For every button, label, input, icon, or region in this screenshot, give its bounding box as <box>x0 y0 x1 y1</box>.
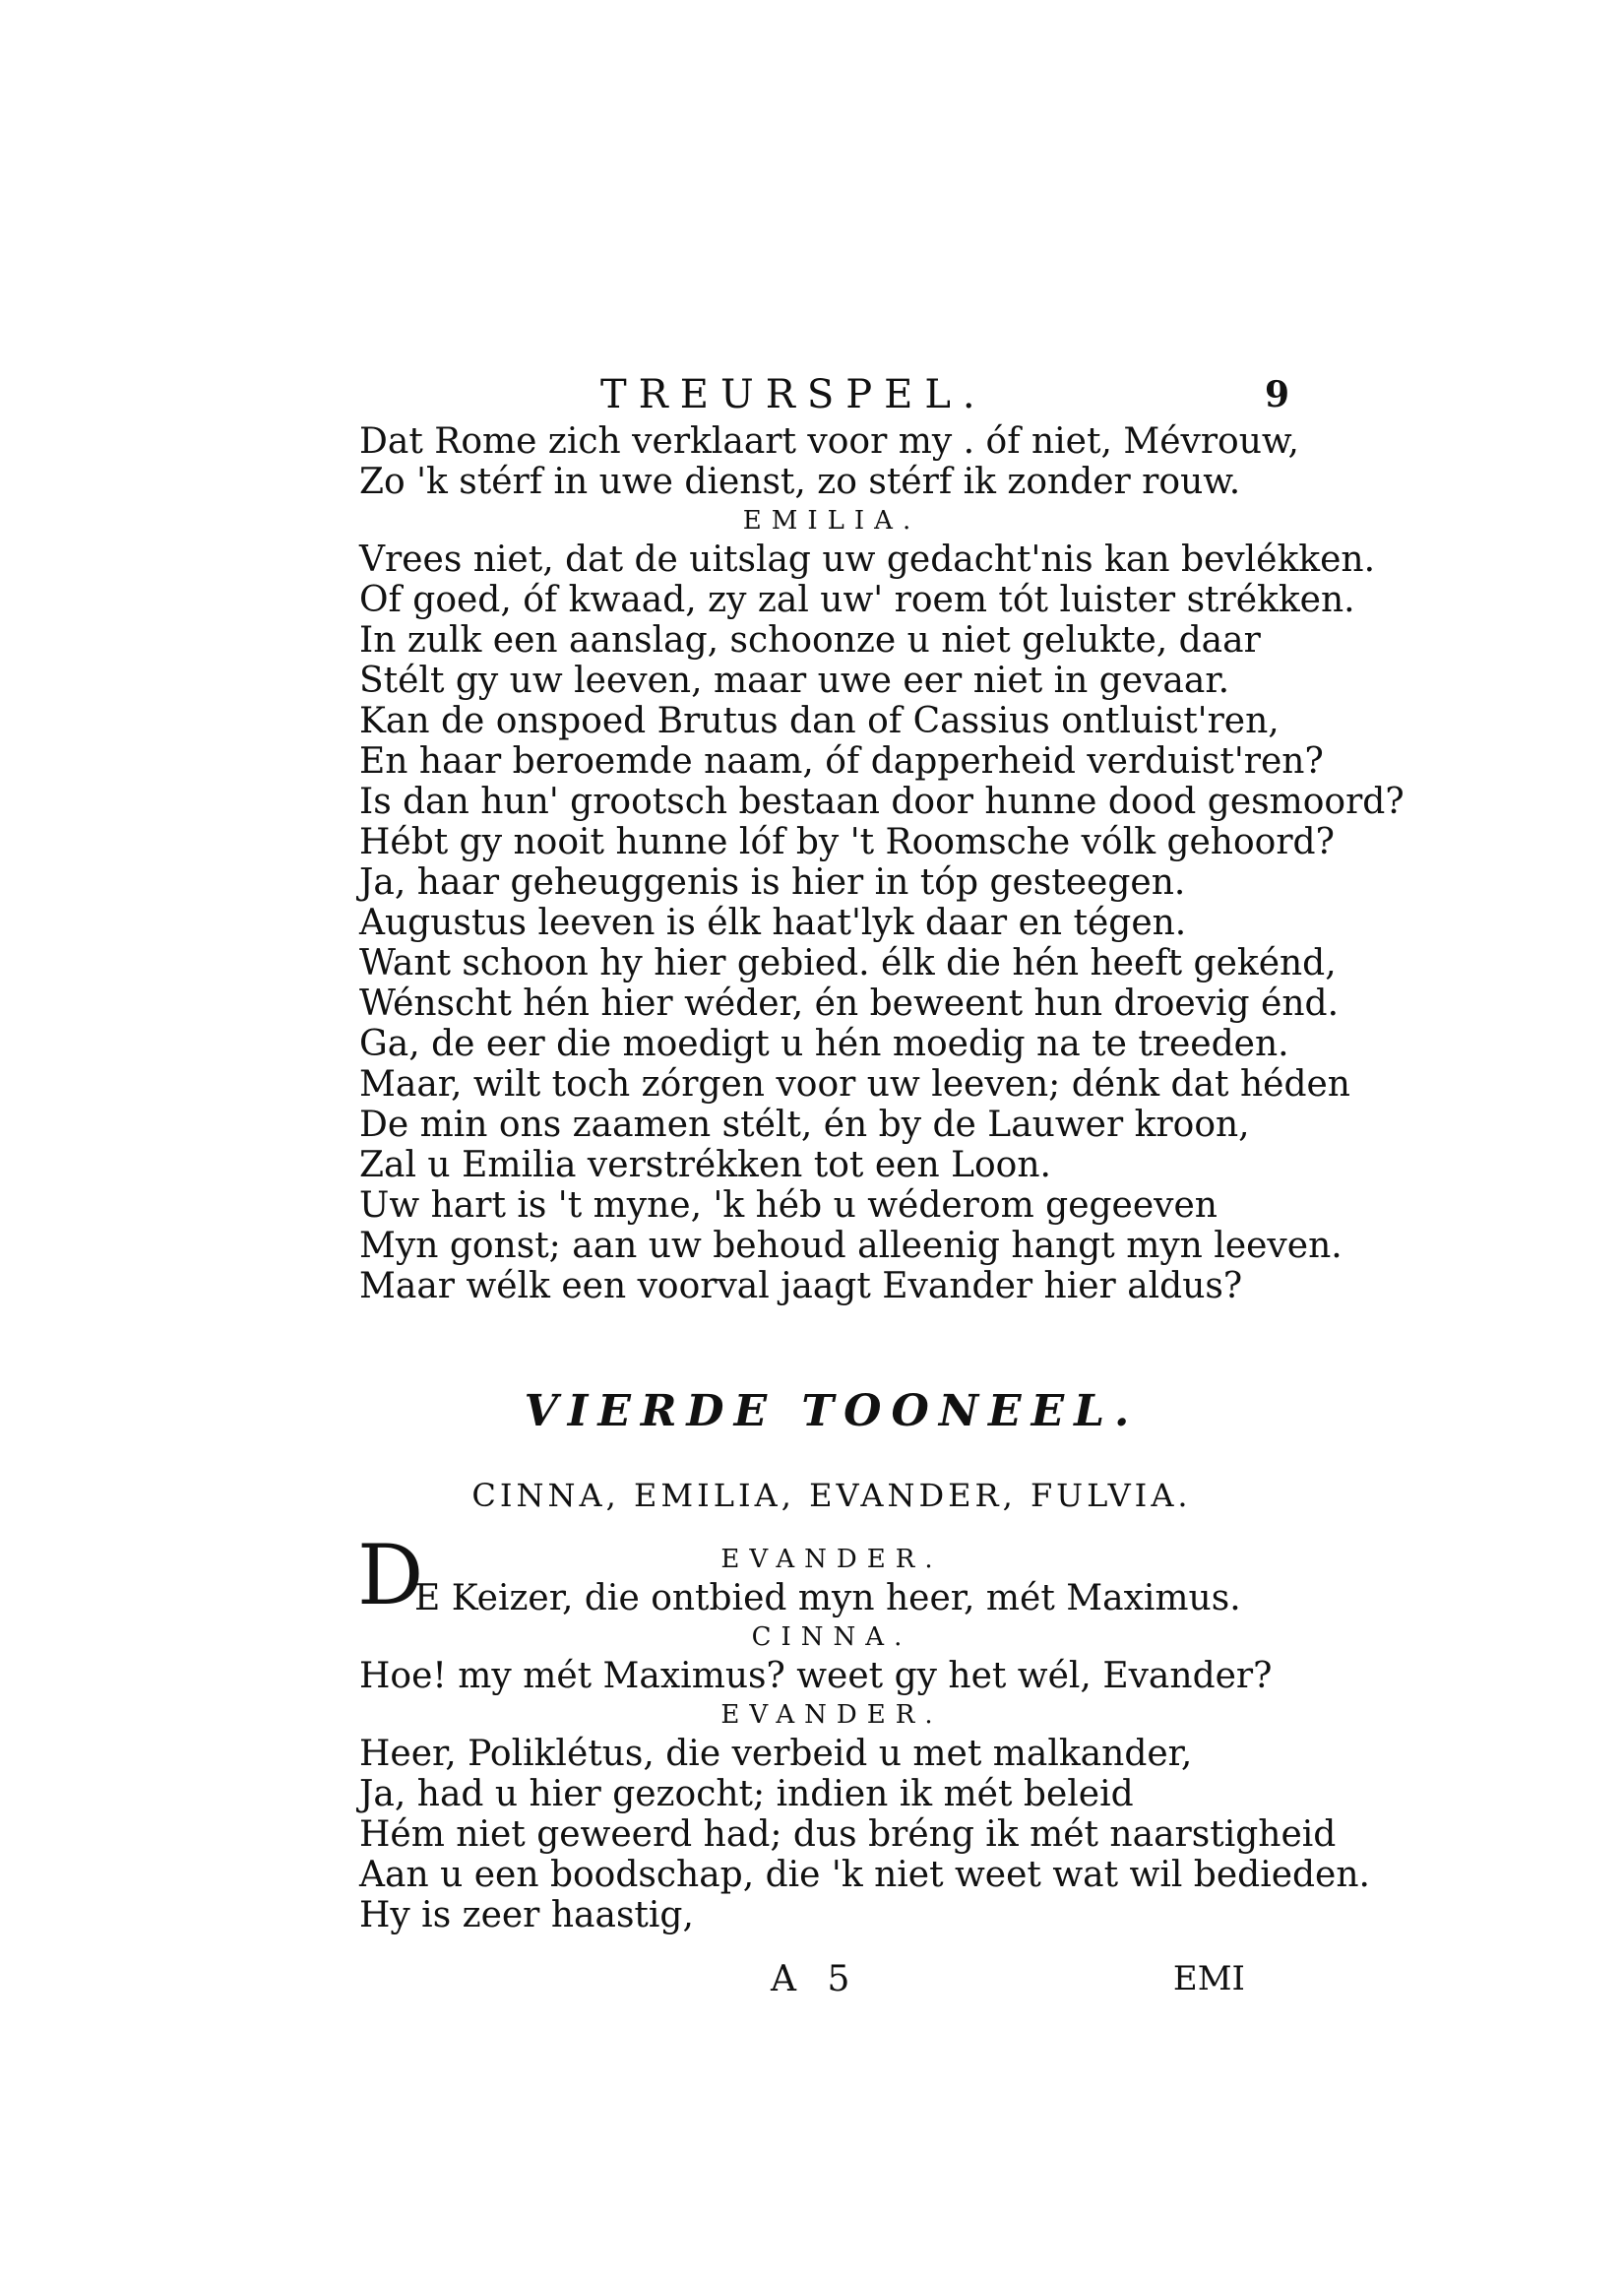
speaker-name: EVANDER. <box>720 1700 943 1730</box>
verse-line: Hébt gy nooit hunne lóf by 't Roomsche vólk gehoord? <box>359 822 1335 862</box>
speaker-name: EMILIA. <box>742 506 921 536</box>
speaker-name: EVANDER. <box>720 1545 943 1574</box>
running-title: TREURSPEL. <box>600 372 987 417</box>
verse-line: Maar wélk een voorval jaagt Evander hier aldus? <box>359 1266 1243 1306</box>
verse-line: De min ons zaamen stélt, én by de Lauwer kroon, <box>359 1105 1250 1145</box>
verse-line: Ga, de eer die moedigt u hén moedig na te treeden. <box>359 1024 1289 1064</box>
verse-line: Zal u Emilia verstrékken tot een Loon. <box>359 1145 1051 1185</box>
speaker-name: CINNA. <box>751 1622 912 1652</box>
scene-persons: CINNA, EMILIA, EVANDER, FULVIA. <box>471 1477 1192 1514</box>
verse-line: Uw hart is 't myne, 'k héb u wéderom gegeeven <box>359 1185 1218 1226</box>
verse-line: Ja, had u hier gezocht; indien ik mét beleid <box>359 1774 1134 1814</box>
verse-line: Zo 'k stérf in uwe dienst, zo stérf ik zonder rouw. <box>359 462 1241 502</box>
verse-line: Wénscht hén hier wéder, én beweent hun droevig énd. <box>359 983 1340 1024</box>
verse-line: Of goed, óf kwaad, zy zal uw' roem tót luister strékken. <box>359 580 1355 620</box>
drop-capital: D <box>357 1527 424 1623</box>
verse-line: Heer, Poliklétus, die verbeid u met malkander, <box>359 1734 1193 1774</box>
page-footer <box>359 1959 1245 2008</box>
verse-line: Myn gonst; aan uw behoud alleenig hangt myn leeven. <box>359 1226 1343 1266</box>
verse-line: Hém niet geweerd had; dus bréng ik mét naarstigheid <box>359 1814 1337 1855</box>
verse-line: In zulk een aanslag, schoonze u niet gelukte, daar <box>359 620 1261 661</box>
scene-title: VIERDE TOONEEL. <box>524 1386 1140 1436</box>
verse-line: En haar beroemde naam, óf dapperheid verduist'ren? <box>359 741 1324 782</box>
page-number: 9 <box>1264 374 1289 415</box>
verse-line: Stélt gy uw leeven, maar uwe eer niet in gevaar. <box>359 661 1230 701</box>
verse-line: Ja, haar geheuggenis is hier in tóp gesteegen. <box>359 862 1186 903</box>
verse-line: Hy is zeer haastig, <box>359 1895 694 1935</box>
verse-line: Aan u een boodschap, die 'k niet weet wat wil bedieden. <box>359 1855 1370 1895</box>
dialogue-section-2 <box>357 1527 1370 1935</box>
verse-line: Dat Rome zich verklaart voor my . óf niet, Mévrouw, <box>359 421 1299 462</box>
verse-line: Kan de onspoed Brutus dan of Cassius ontluist'ren, <box>359 701 1280 741</box>
signature-mark: A 5 <box>771 1959 860 1999</box>
verse-line: Maar, wilt toch zórgen voor uw leeven; dénk dat héden <box>359 1064 1350 1105</box>
verse-line: Is dan hun' grootsch bestaan door hunne dood gesmoord? <box>359 782 1405 822</box>
verse-line: Vrees niet, dat de uitslag uw gedacht'nis kan bevlékken. <box>359 539 1376 580</box>
verse-line: Hoe! my mét Maximus? weet gy het wél, Evander? <box>359 1656 1273 1696</box>
verse-line: E Keizer, die ontbied myn heer, mét Maximus. <box>414 1578 1241 1618</box>
catchword: EMI <box>1172 1959 1245 1998</box>
dialogue-section-1 <box>359 421 1405 1306</box>
verse-line: Augustus leeven is élk haat'lyk daar en tégen. <box>359 903 1187 943</box>
verse-line: Want schoon hy hier gebied. élk die hén heeft gekénd, <box>359 943 1337 983</box>
